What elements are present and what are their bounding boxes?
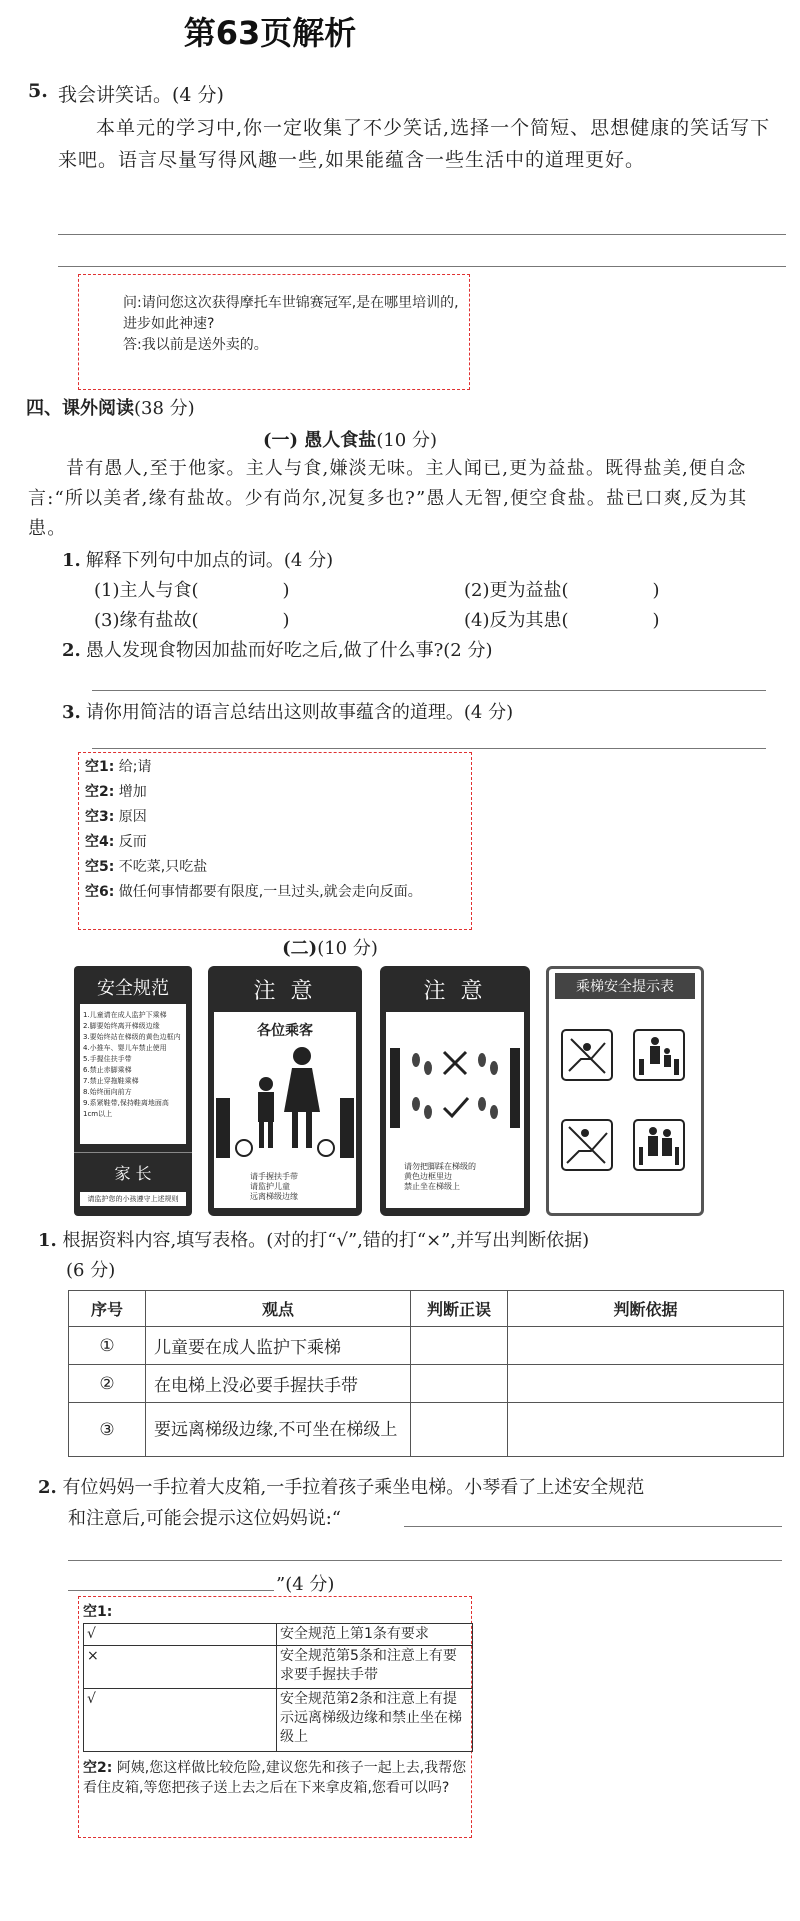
answer-item: 空4: 反而 — [85, 834, 147, 850]
p2-q2 — [38, 1472, 790, 1504]
answer-table — [83, 1623, 473, 1752]
answer-line — [68, 1590, 274, 1591]
page-title: 第63页解析 — [183, 14, 357, 52]
blank1-label: 空1: — [83, 1604, 113, 1620]
passage1-heading — [0, 426, 700, 452]
panel-safety-rules — [74, 966, 192, 1216]
passage1-text: 昔有愚人,至于他家。主人与食,嫌淡无味。主人闻已,更为益盐。既得盐美,便自念言:“所以美者,缘有盐故。少有尚尔,况复多也?”愚人无智,便空食盐。盐已口爽,反为其患。 — [28, 458, 748, 539]
section-title: 四、课外阅读 — [26, 398, 134, 419]
no-running-icon — [561, 1119, 613, 1171]
q-number: 2. — [62, 640, 81, 661]
q-text: 愚人发现食物因加盐而好吃之后,做了什么事?(2 分) — [85, 640, 493, 661]
section-heading — [26, 394, 195, 420]
q-number: 1. — [62, 550, 81, 571]
panel-caption: 请手握扶手带 请监护儿童 远离梯级边缘 — [250, 1172, 298, 1201]
panel-caption: 请勿把脚踩在梯级的 黄色边框里边 禁止坐在梯级上 — [404, 1162, 476, 1191]
q-text-line2: 和注意后,可能会提示这位妈妈说:“ — [68, 1508, 341, 1529]
p1q1-item-2: (2)更为益盐( ) — [464, 580, 660, 601]
q-number: 2. — [38, 1477, 57, 1498]
panel-footer: 家 长 — [74, 1152, 192, 1184]
panel-title: 注 意 — [423, 979, 487, 1004]
answer-item: 空3: 原因 — [85, 809, 147, 825]
table-header: 判断正误 — [411, 1291, 508, 1327]
table-header: 序号 — [69, 1291, 146, 1327]
q-text: 根据资料内容,填写表格。(对的打“√”,错的打“×”,并写出判断依据) — [62, 1230, 590, 1251]
panel-subtitle: 各位乘客 — [257, 1023, 313, 1039]
table-row: ③ 要远离梯级边缘,不可坐在梯级上 — [69, 1403, 784, 1457]
answer-box-passage1 — [78, 752, 472, 930]
panel-rules: 1.儿童请在成人监护下乘梯 2.脚要始终离开梯级边缘 3.要始终站在梯级的黄色边框内 4.小推车、婴儿车禁止使用 5.手握住扶手带 6.禁止赤脚乘梯 7.禁止穿拖鞋乘梯 8.始终面向前方 9.系紧鞋带,保持鞋离地面高1cm以上 — [80, 1004, 186, 1144]
table-row: × 安全规范第5条和注意上有要求要手握扶手带 — [84, 1646, 473, 1689]
table-header: 判断依据 — [508, 1291, 784, 1327]
panel-body — [214, 1012, 356, 1208]
family-handrail-icon — [633, 1029, 685, 1081]
p1-q3 — [62, 698, 513, 724]
answer-line — [68, 1560, 782, 1561]
p2-q1 — [38, 1226, 790, 1256]
panel-safety-tips — [546, 966, 704, 1216]
basis-cell[interactable] — [508, 1327, 784, 1365]
footprints-icon — [386, 1018, 524, 1138]
escalator-family-icon — [214, 1042, 356, 1162]
q5-body: 本单元的学习中,你一定收集了不少笑话,选择一个简短、思想健康的笑话写下来吧。语言尽量写得风趣一些,如果能蕴含一些生活中的道理更好。 — [58, 117, 771, 171]
answer-line — [92, 690, 766, 691]
answer-box-passage2 — [78, 1596, 472, 1838]
table-row: ① 儿童要在成人监护下乘梯 — [69, 1327, 784, 1365]
judgment-cell[interactable] — [411, 1327, 508, 1365]
answer-line — [404, 1526, 782, 1527]
passage1-score: (10 分) — [376, 430, 437, 451]
blank2-answer: 空2: 阿姨,您这样做比较危险,建议您先和孩子一起上去,我帮您看住皮箱,等您把孩子送上去之后在下来拿皮箱,您看可以吗? — [83, 1760, 467, 1796]
passage1-title: (一) 愚人食盐 — [263, 430, 377, 451]
p1-q1 — [62, 546, 333, 572]
answer-box-joke — [78, 274, 470, 390]
joke-answer: 答:我以前是送外卖的。 — [123, 337, 268, 353]
q-text-line1: 有位妈妈一手拉着大皮箱,一手拉着孩子乘坐电梯。小琴看了上述安全规范 — [62, 1477, 645, 1498]
panel-title: 乘梯安全提示表 — [555, 973, 695, 999]
answer-line — [92, 748, 766, 749]
q-score: (6 分) — [66, 1260, 116, 1281]
stand-properly-icon — [633, 1119, 685, 1171]
table-row: √ 安全规范第2条和注意上有提示远离梯级边缘和禁止坐在梯级上 — [84, 1689, 473, 1752]
answer-item: 空6: 做任何事情都要有限度,一旦过头,就会走向反面。 — [85, 884, 422, 900]
q5-title: 我会讲笑话。(4 分) — [58, 84, 224, 106]
panel-notice-steps — [380, 966, 530, 1216]
joke-question: 问:请问您这次获得摩托车世锦赛冠军,是在哪里培训的,进步如此神速? — [123, 295, 459, 332]
panel-note: 请监护您的小孩遵守上述规则 — [80, 1192, 186, 1206]
judgment-cell[interactable] — [411, 1365, 508, 1403]
passage2-title: (二) — [282, 938, 318, 959]
judgment-table — [68, 1290, 784, 1457]
q5-number: 5. — [28, 80, 48, 102]
p1q1-item-3: (3)缘有盐故( ) — [94, 610, 290, 631]
judgment-cell[interactable] — [411, 1403, 508, 1457]
section-score: (38 分) — [134, 398, 195, 419]
q-tail: ”(4 分) — [276, 1574, 335, 1595]
table-row: ② 在电梯上没必要手握扶手带 — [69, 1365, 784, 1403]
panel-title: 安全规范 — [97, 978, 169, 999]
q-number: 3. — [62, 702, 81, 723]
table-row: √ 安全规范上第1条有要求 — [84, 1624, 473, 1646]
panel-notice-passengers — [208, 966, 362, 1216]
panel-body — [386, 1012, 524, 1208]
answer-item: 空2: 增加 — [85, 784, 147, 800]
table-header: 观点 — [146, 1291, 411, 1327]
panel-title: 注 意 — [253, 979, 317, 1004]
p1q1-item-4: (4)反为其患( ) — [464, 610, 660, 631]
answer-line — [58, 234, 786, 235]
q-number: 1. — [38, 1230, 57, 1251]
escalator-warning-icon — [561, 1029, 613, 1081]
q-text: 请你用简洁的语言总结出这则故事蕴含的道理。(4 分) — [85, 702, 514, 723]
p1q1-item-1: (1)主人与食( ) — [94, 580, 290, 601]
q-text: 解释下列句中加点的词。(4 分) — [85, 550, 334, 571]
answer-line — [58, 266, 786, 267]
basis-cell[interactable] — [508, 1403, 784, 1457]
p1-q2 — [62, 636, 492, 662]
basis-cell[interactable] — [508, 1365, 784, 1403]
answer-item: 空5: 不吃菜,只吃盐 — [85, 859, 208, 875]
answer-item: 空1: 给;请 — [85, 759, 152, 775]
passage2-score: (10 分) — [317, 938, 378, 959]
passage2-heading — [0, 934, 660, 960]
